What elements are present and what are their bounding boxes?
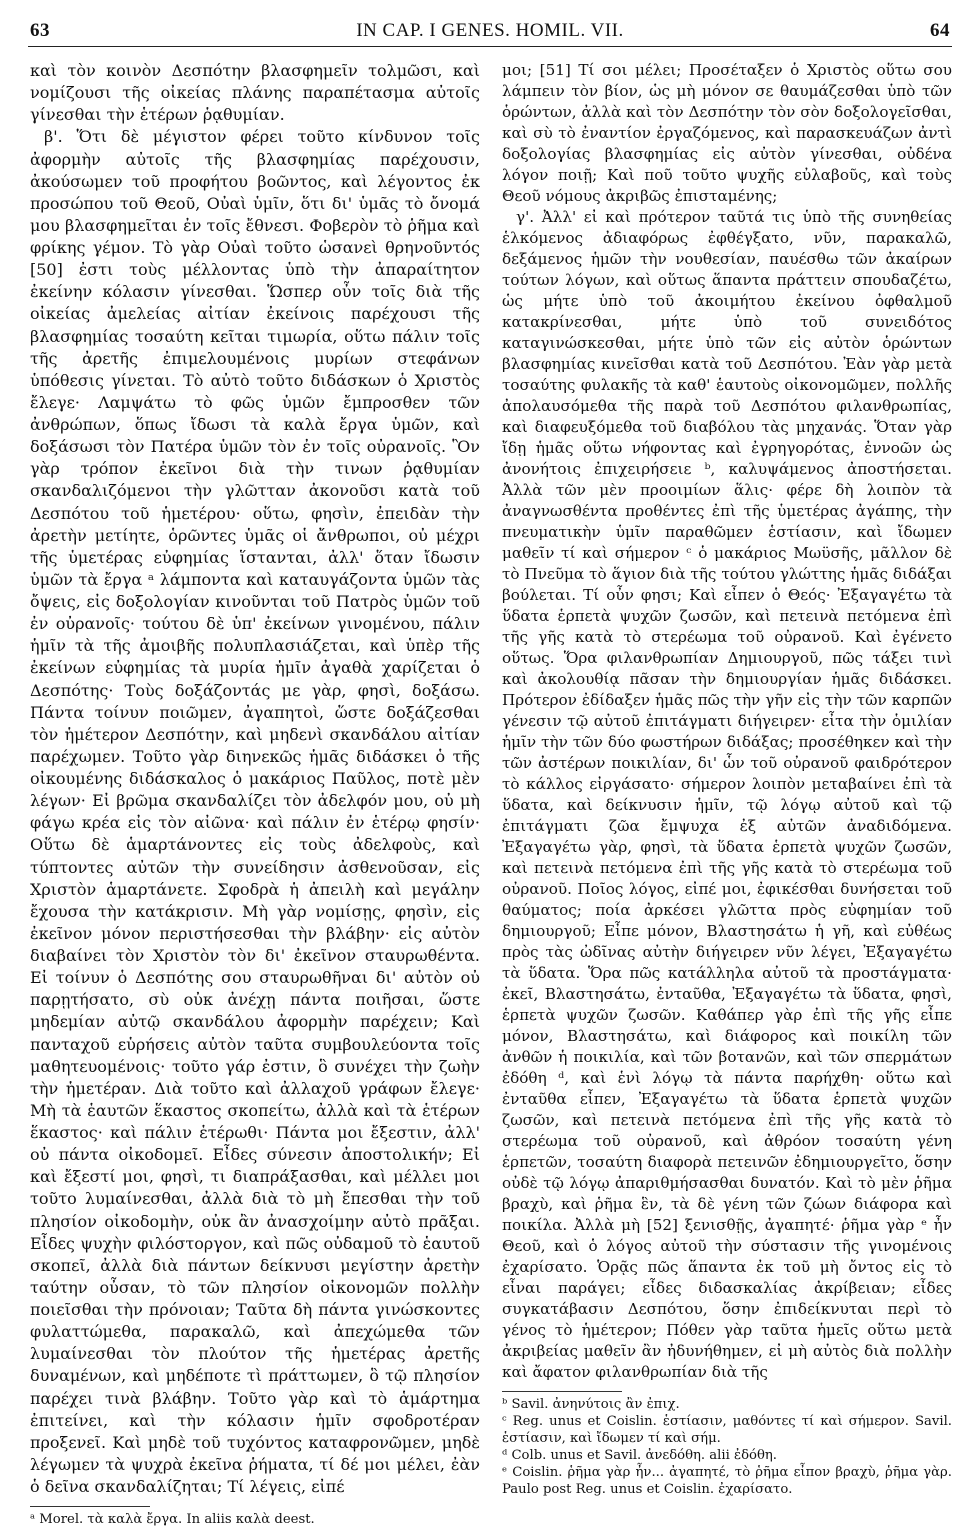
paragraph: μοι; [51] Τί σοι μέλει; Προσέταξεν ὁ Χριστὸς οὕτω σου λάμπειν τὸν βίον, ὡς μὴ μόνον σε θαυμάζεσθαι ὑπὸ τῶν ὁρώντων, ἀλλὰ καὶ τὸν Δεσπότην τὸν σὸν δοξολογεῖσθαι, καὶ σὺ τὸ ἐναντίον ἐργαζόμενος, καὶ παρασκευάζων ἀντὶ δοξολογίας βλασφημίας εἰς αὐτὸν γίνεσθαι, οὐδένα λόγον ποιῇ; Καὶ ποῦ τοῦτο ψυχῆς εὐλαβοῦς, καὶ τοὺς Θεοῦ νόμους ἀκριβῶς ἐπισταμένης;	[502, 61, 952, 205]
footnotes-left	[30, 1511, 480, 1528]
page-number-right: 64	[930, 20, 950, 41]
running-head	[28, 16, 952, 47]
page-number-left: 63	[30, 20, 50, 41]
footnote: ᵃ Morel. τὰ καλὰ ἔργα. In aliis καλὰ deest.	[30, 1512, 315, 1528]
footnote: ᶜ Reg. unus et Coislin. ἑστίασιν, μαθόντες τί καὶ σήμερον. Savil. ἑστίασιν, καὶ ἴδωμεν τί καὶ σήμ.	[502, 1414, 952, 1446]
footnote: ᵇ Savil. ἀνηνύτοις ἂν ἐπιχ.	[502, 1397, 680, 1412]
footnote-rule	[30, 1506, 150, 1507]
right-column	[502, 60, 952, 1498]
footnote: ᵈ Colb. unus et Savil. ἀνεδόθη. alii ἐδόθη.	[502, 1448, 777, 1463]
running-title: IN CAP. I GENES. HOMIL. VII.	[356, 20, 624, 41]
paragraph: β'. Ὅτι δὲ μέγιστον φέρει τοῦτο κίνδυνον τοῖς ἀφορμὴν αὐτοῖς τῆς βλασφημίας παρέχουσιν, ἀκούσωμεν τοῦ προφήτου βοῶντος, καὶ λέγοντος ἐκ προσώπου τοῦ Θεοῦ, Οὐαὶ ὑμῖν, ὅτι δι' ὑμᾶς τὸ ὄνομά μου βλασφημεῖται ἐν τοῖς ἔθνεσι. Φοβερὸν τὸ ῥῆμα καὶ φρίκης γέμον. Τὸ γὰρ Οὐαὶ τοῦτο ὡσανεὶ θρηνοῦντός [50] ἐστι τοὺς μέλλοντας ὑπὸ τὴν ἀπαραίτητον ἐκείνην κόλασιν γίνεσθαι. Ὥσπερ οὖν τοῖς διὰ τῆς οἰκείας ἀμελείας αἰτίαν ἐκείνοις παρέχουσι τῆς βλασφημίας τοσαύτη κεῖται τιμωρία, οὕτω πάλιν τοῖς τῆς ἀρετῆς ἐπιμελουμένοις μυρίων στεφάνων ὑπόθεσις γίνεται. Τὸ αὐτὸ τοῦτο διδάσκων ὁ Χριστὸς ἔλεγε· Λαμψάτω τὸ φῶς ὑμῶν ἔμπροσθεν τῶν ἀνθρώπων, ὅπως ἴδωσι τὰ καλὰ ἔργα ὑμῶν, καὶ δοξάσωσι τὸν Πατέρα ὑμῶν τὸν ἐν τοῖς οὐρανοῖς. Ὃν γὰρ τρόπον ἐκεῖνοι διὰ τὴν τινων ῥᾳθυμίαν σκανδαλιζόμενοι τὴν γλῶτταν ἀκονοῦσι κατὰ τοῦ Δεσπότου τοῦ ἡμετέρου· οὕτω, φησὶν, ἐπειδὰν τὴν ἀρετὴν μετίητε, ὁρῶντες ὑμᾶς οἱ ἄνθρωποι, οὐ μέχρι τῆς ὑμετέρας εὐφημίας ἵστανται, ἀλλ' ὅταν ἴδωσιν ὑμῶν τὰ ἔργα ᵃ λάμποντα καὶ καταυγάζοντα ὑμῶν τὰς ὄψεις, εἰς δοξολογίαν κινοῦνται τοῦ Πατρὸς ὑμῶν τοῦ ἐν οὐρανοῖς· τούτου δὲ ὑπ' ἐκείνων γινομένου, πάλιν ἡμῖν τὰ τῆς ἀμοιβῆς πολυπλασιάζεται, καὶ ὑπὲρ τῆς ἐκείνων εὐφημίας τὰ μυρία ἡμῖν ἀγαθὰ χαρίζεται ὁ Δεσπότης· Τοὺς δοξάζοντάς με γὰρ, φησὶ, δοξάσω. Πάντα τοίνυν ποιῶμεν, ἀγαπητοὶ, ὥστε δοξάζεσθαι τὸν ἡμέτερον Δεσπότην, καὶ μηδενὶ σκανδάλου αἰτίαν παρέχωμεν. Τοῦτο γὰρ διηνεκῶς ἡμᾶς διδάσκει ὁ τῆς οἰκουμένης διδάσκαλος ὁ μακάριος Παῦλος, ποτὲ μὲν λέγων· Εἰ βρῶμα σκανδαλίζει τὸν ἀδελφόν μου, οὐ μὴ φάγω κρέα εἰς τὸν αἰῶνα· καὶ πάλιν ἐν ἑτέρῳ φησίν· Οὕτω δὲ ἁμαρτάνοντες εἰς τοὺς ἀδελφοὺς, καὶ τύπτοντες αὐτῶν τὴν συνείδησιν ἀσθενοῦσαν, εἰς Χριστὸν ἁμαρτάνετε. Σφοδρὰ ἡ ἀπειλὴ καὶ μεγάλην ἔχουσα τὴν κατάκρισιν. Μὴ γὰρ νομίσῃς, φησὶν, εἰς ἐκεῖνον μόνον περιστήσεσθαι τὴν βλάβην· εἰς αὐτὸν διαβαίνει τὸν Χριστὸν τὸν δι' ἐκεῖνον σταυρωθέντα. Εἰ τοίνυν ὁ Δεσπότης σου σταυρωθῆναι δι' αὐτὸν οὐ παρῃτήσατο, σὺ οὐκ ἀνέχῃ πάντα ποιῆσαι, ὥστε μηδεμίαν αὐτῷ σκανδάλου ἀφορμὴν παρέχειν; Καὶ πανταχοῦ εὑρήσεις αὐτὸν ταῦτα συμβουλεύοντα τοῖς μαθητευομένοις· τοῦτο γάρ ἐστιν, ὃ συνέχει τὴν ζωὴν τὴν ἡμετέραν. Διὰ τοῦτο καὶ ἀλλαχοῦ γράφων ἔλεγε· Μὴ τὰ ἑαυτῶν ἕκαστος σκοπείτω, ἀλλὰ καὶ τὰ ἑτέρων ἕκαστος· καὶ πάλιν ἑτέρωθι· Πάντα μοι ἔξεστιν, ἀλλ' οὐ πάντα οἰκοδομεῖ. Εἶδες σύνεσιν ἀποστολικήν; Εἰ καὶ ἔξεστί μοι, φησὶ, τι διαπράξασθαι, καὶ μέλλει μοι τοῦτο λυμαίνεσθαι, ἀλλὰ διὰ τὸ μὴ ἔπεσθαι τὴν τοῦ πλησίον οἰκοδομὴν, οὐκ ἂν ἀνασχοίμην αὐτὸ πρᾶξαι. Εἶδες ψυχὴν φιλόστοργον, καὶ πῶς οὐδαμοῦ τὸ ἑαυτοῦ σκοπεῖ, ἀλλὰ διὰ πάντων δείκνυσι μεγίστην ἀρετὴν ταύτην οὖσαν, τὸ τῶν πλησίον οἰκονομῶν πολλὴν ποιεῖσθαι τὴν πρόνοιαν; Ταῦτα δὴ πάντα γινώσκοντες φυλαττώμεθα, παρακαλῶ, καὶ ἀπεχώμεθα τῶν λυμαίνεσθαι τὸν πλούτον τῆς ἡμετέρας ἀρετῆς δυναμένων, καὶ μηδέποτε τὶ πράττωμεν, ὃ τῷ πλησίον παρέχει τινὰ βλάβην. Τοῦτο γὰρ καὶ τὸ ἁμάρτημα ἐπιτείνει, καὶ τὴν κόλασιν ἡμῖν σφοδροτέραν προξενεῖ. Καὶ μηδὲ τοῦ τυχόντος καταφρονῶμεν, μηδὲ λέγωμεν τὰ ψυχρὰ ἐκεῖνα ῥήματα, τί δέ μοι μέλει, ἐὰν ὁ δεῖνα σκανδαλίζηται; Τί λέγεις, εἰπέ	[30, 127, 480, 1496]
left-column	[30, 60, 480, 1528]
paragraph: γ'. Ἀλλ' εἰ καὶ πρότερον ταῦτά τις ὑπὸ τῆς συνηθείας ἑλκόμενος ἀδιαφόρως ἐφθέγξατο, νῦν, παρακαλῶ, δεξάμενος ἡμῶν τὴν νουθεσίαν, παυέσθω τῶν ἀκαίρων τούτων λόγων, καὶ οὕτως ἅπαντα πράττειν σπουδαζέτω, ὡς μήτε ὑπὸ τοῦ ἀκοιμήτου ἐκείνου ὀφθαλμοῦ κατακρίνεσθαι, μήτε ὑπὸ τοῦ συνειδότος καταγινώσκεσθαι, μήτε ὑπὸ τῶν εἰς αὐτὸν ὁρώντων βλασφημίας κινεῖσθαι κατὰ τοῦ Δεσπότου. Ἐὰν γὰρ μετὰ τοσαύτης φυλακῆς τὰ καθ' ἑαυτοὺς οἰκονομῶμεν, πολλῆς ἀπολαυσόμεθα τῆς παρὰ τοῦ Δεσπότου φιλανθρωπίας, καὶ διαφευξόμεθα τοῦ διαβόλου τὰς μηχανάς. Ὅταν γὰρ ἴδῃ ἡμᾶς οὕτω νήφοντας καὶ ἐγρηγορότας, ἐννοῶν ὡς ἀνονήτοις ἐπιχειρήσειε ᵇ, καλυψάμενος ἀποστήσεται. Ἀλλὰ τῶν μὲν προοιμίων ἅλις· φέρε δὴ λοιπὸν τὰ ἀναγνωσθέντα προθέντες ἐπὶ τῆς ὑμετέρας ἀγάπης, τὴν πνευματικὴν ὑμῖν παραθῶμεν ἑστίασιν, καὶ ἴδωμεν μαθεῖν τί καὶ σήμερον ᶜ ὁ μακάριος Μωϋσῆς, μᾶλλον δὲ τὸ Πνεῦμα τὸ ἅγιον διὰ τῆς τούτου γλώττης ἡμᾶς διδάξαι βούλεται. Τί οὖν φησι; Καὶ εἶπεν ὁ Θεός· Ἐξαγαγέτω τὰ ὕδατα ἑρπετὰ ψυχῶν ζωσῶν, καὶ πετεινὰ πετόμενα ἐπὶ τῆς γῆς κατὰ τὸ στερέωμα τοῦ οὐρανοῦ. Καὶ ἐγένετο οὕτως. Ὅρα φιλανθρωπίαν Δημιουργοῦ, πῶς τάξει τινὶ καὶ ἀκολουθίᾳ πᾶσαν τὴν δημιουργίαν ἡμᾶς διδάσκει. Πρότερον ἐδίδαξεν ἡμᾶς πῶς τὴν γῆν εἰς τὴν τῶν καρπῶν γένεσιν τῷ αὐτοῦ ἐπιτάγματι διήγειρεν· εἶτα τὴν ὁμιλίαν ἡμῖν τὴν τῶν δύο φωστήρων διδάξας; προσέθηκεν καὶ τὴν τῶν ἀστέρων ποικιλίαν, δι' ὧν τοῦ οὐρανοῦ φαιδρότερον τὸ κάλλος εἰργάσατο· σήμερον λοιπὸν μεταβαίνει ἐπὶ τὰ ὕδατα, καὶ δείκνυσιν ἡμῖν, τῷ λόγῳ αὐτοῦ καὶ τῷ ἐπιτάγματι ζῶα ἔμψυχα ἐξ αὐτῶν ἀναδιδόμενα. Ἐξαγαγέτω γὰρ, φησὶ, τὰ ὕδατα ἑρπετὰ ψυχῶν ζωσῶν, καὶ πετεινὰ πετόμενα ἐπὶ τῆς γῆς κατὰ τὸ στερέωμα τοῦ οὐρανοῦ. Ποῖος λόγος, εἰπέ μοι, ἐφικέσθαι δυνήσεται τοῦ θαύματος; ποία ἀρκέσει γλῶττα πρὸς εὐφημίαν τοῦ δημιουργοῦ; Εἶπε μόνον, Βλαστησάτω ἡ γῆ, καὶ εὐθέως πρὸς τὰς ὠδῖνας αὐτὴν διήγειρεν νῦν λέγει, Ἐξαγαγέτω τὰ ὕδατα. Ὅρα πῶς κατάλληλα αὐτοῦ τὰ προστάγματα· ἐκεῖ, Βλαστησάτω, ἐνταῦθα, Ἐξαγαγέτω τὰ ὕδατα, φησὶ, ἑρπετὰ ψυχῶν ζωσῶν. Καθάπερ γὰρ ἐπὶ τῆς γῆς εἶπε μόνον, Βλαστησάτω, καὶ διάφορος καὶ ποικίλη τῶν ἀνθῶν ἡ ποικιλία, καὶ τῶν βοτανῶν, καὶ τῶν σπερμάτων ἐδόθη ᵈ, καὶ ἑνὶ λόγῳ τὰ πάντα παρήχθη· οὕτω καὶ ἐνταῦθα εἶπεν, Ἐξαγαγέτω τὰ ὕδατα ἑρπετὰ ψυχῶν ζωσῶν, καὶ πετεινὰ πετόμενα ἐπὶ τῆς γῆς κατὰ τὸ στερέωμα τοῦ οὐρανοῦ, καὶ ἀθρόον τοσαύτη γένη ἑρπετῶν, τοσαύτη διαφορὰ πετεινῶν ἐδημιουργεῖτο, ὅσην οὐδὲ τῷ λόγῳ ἀπαριθμήσασθαι δυνατόν. Καὶ τὸ μὲν ῥῆμα βραχὺ, καὶ ῥῆμα ἓν, τὰ δὲ γένη τῶν ζώων διάφορα καὶ ποικίλα. Ἀλλὰ μὴ [52] ξενισθῇς, ἀγαπητέ· ῥῆμα γὰρ ᵉ ἦν Θεοῦ, καὶ ὁ λόγος αὐτοῦ τὴν σύστασιν τῆς γινομένοις ἐχαρίσατο. Ὁρᾷς πῶς ἅπαντα ἐκ τοῦ μὴ ὄντος εἰς τὸ εἶναι παράγει; εἶδες διδασκαλίας ἀκρίβειαν; εἶδες συγκατάβασιν Δεσπότου, ὅσην ἐπιδείκνυται περὶ τὸ γένος τὸ ἡμέτερον; Πόθεν γὰρ ταῦτα ἡμεῖς οὕτω μετὰ ἀκριβείας μαθεῖν ἂν ἠδυνήθημεν, εἰ μὴ αὐτὸς διὰ πολλὴν καὶ ἄφατον φιλανθρωπίαν διὰ τῆς	[502, 208, 952, 1381]
footnote: ᵉ Coislin. ῥῆμα γὰρ ἦν... ἀγαπητέ, τὸ ῥῆμα εἶπον βραχὺ, ῥῆμα γὰρ. Paulo post Reg. unus et Coislin. ἐχαρίσατο.	[502, 1465, 952, 1497]
footnotes-right	[502, 1396, 952, 1498]
paragraph: καὶ τὸν κοινὸν Δεσπότην βλασφημεῖν τολμῶσι, καὶ νομίζουσι τῆς οἰκείας πλάνης παραπέτασμα αὐτοῖς γίνεσθαι τὴν ἑτέρων ῥᾳθυμίαν.	[30, 61, 480, 125]
footnote-rule	[502, 1391, 622, 1392]
